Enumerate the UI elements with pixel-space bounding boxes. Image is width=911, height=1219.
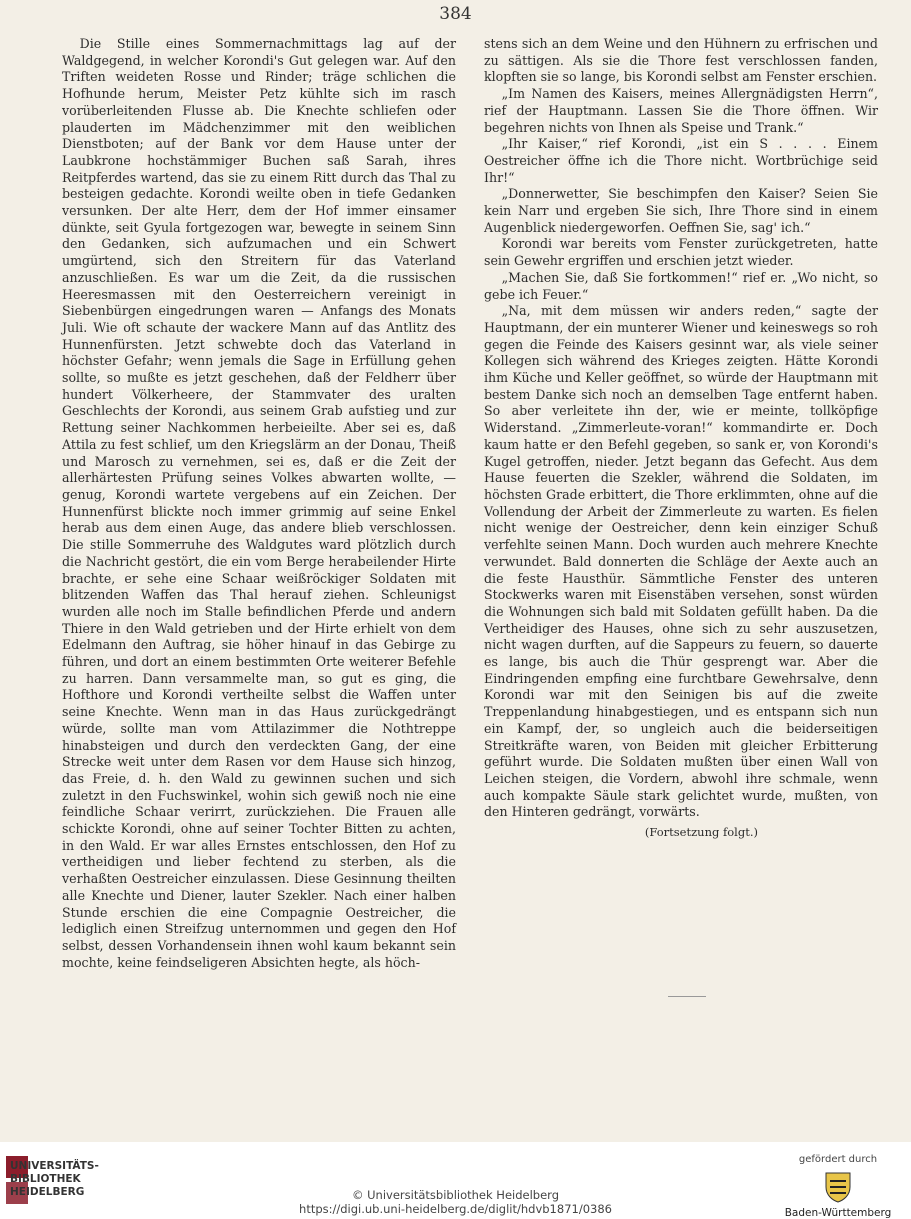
copyright-text: © Universitätsbibliothek Heidelberg bbox=[351, 1188, 559, 1202]
library-line: BIBLIOTHEK bbox=[10, 1173, 81, 1185]
left-column bbox=[62, 36, 456, 971]
paragraph: Korondi war bereits vom Fenster zurückgetreten, hatte sein Gewehr ergriffen und erschien jetzt wieder. bbox=[484, 236, 878, 269]
paragraph: „Im Namen des Kaisers, meines Allergnädigsten Herrn“, rief der Hauptmann. Lassen Sie die Thore öffnen. Wir begehren nichts von Ihnen als Speise und Trank.“ bbox=[484, 86, 878, 135]
paragraph: „Ihr Kaiser,“ rief Korondi, „ist ein S . . . . Einem Oestreicher öffne ich die Thore nicht. Wortbrüchige seid Ihr!“ bbox=[484, 136, 878, 185]
library-line: UNIVERSITÄTS- bbox=[10, 1160, 99, 1172]
paragraph: Die Stille eines Sommernachmittags lag auf der Waldgegend, in welcher Korondi's Gut gelegen war. Auf den Triften weideten Rosse und Rinder; träge schlichen die Hofhunde herum, Meister Petz kühlte sich im rasch vorüberleitenden Flusse ab. Die Knechte schliefen oder plauderten im Mädchenzimmer mit den weiblichen Dienstboten; auf der Bank vor dem Hause unter der Laubkrone hochstämmiger Buchen saß Sarah, ihres Reitpferdes wartend, das sie zu einem Ritt durch das Thal zu besteigen gedachte. Korondi weilte oben in tiefe Gedanken versunken. Der alte Herr, dem der Hof immer einsamer dünkte, seit Gyula fortgezogen war, bewegte in seinem Sinn den Gedanken, sich aufzumachen und ein Schwert umgürtend, sich den Streitern für das Vaterland anzuschließen. Es war um die Zeit, da die russischen Heeresmassen mit den Oesterreichern vereinigt in Siebenbürgen eingedrungen waren — Anfangs des Monats Juli. Wie oft schaute der wackere Mann auf das Antlitz des Hunnenfürsten. Jetzt schwebte doch das Vaterland in höchster Gefahr; wenn jemals die Sage in Erfüllung gehen sollte, so mußte es jetzt geschehen, daß der Feldherr über hundert Völkerheere, der Stammvater des uralten Geschlechts der Korondi, aus seinem Grab aufstieg und zur Rettung seiner Nachkommen herbeieilte. Aber sei es, daß Attila zu fest schlief, um den Kriegslärm an der Donau, Theiß und Marosch zu vernehmen, sei es, daß er die Zeit der allerhärtesten Prüfung seines Volkes abwarten wollte, — genug, Korondi wartete vergebens auf ein Zeichen. Der Hunnenfürst blickte noch immer grimmig auf seine Enkel herab aus dem einen Auge, das andere blieb verschlossen. Die stille Sommerruhe des Waldgutes ward plötzlich durch die Nachricht gestört, die ein vom Berge herabeilender Hirte brachte, er sehe eine Schaar weißröckiger Soldaten mit blitzenden Waffen das Thal herauf ziehen. Schleunigst wurden alle noch im Stalle befindlichen Pferde und andern Thiere in den Wald getrieben und der Hirte erhielt von dem Edelmann den Auftrag, sie höher hinauf in das Gebirge zu führen, und dort an einem bestimmten Orte weiterer Befehle zu harren. Dann versammelte man, so gut es ging, die Hofthore und Korondi vertheilte selbst die Waffen unter seine Knechte. Wenn man in das Haus zurückgedrängt würde, sollte man vom Attilazimmer die Nothtreppe hinabsteigen und durch den verdeckten Gang, der eine Strecke weit unter dem Rasen vor dem Hause sich hinzog, das Freie, d. h. den Wald zu gewinnen suchen und sich zuletzt in den Fuchswinkel, wohin sich gewiß noch nie eine feindliche Schaar verirrt, zurückziehen. Die Frauen alle schickte Korondi, ohne auf seiner Tochter Bitten zu achten, in den Wald. Er war alles Ernstes entschlossen, den Hof zu vertheidigen und lieber fechtend zu sterben, als die verhaßten Oestreicher einzulassen. Diese Gesinnung theilten alle Knechte und Diener, lauter Szekler. Nach einer halben Stunde erschien die eine Compagnie Oestreicher, die lediglich einen Streifzug unternommen und gegen den Hof selbst, dessen Vorhandensein ihnen wohl kaum bekannt sein mochte, keine feindseligeren Absichten hegte, als höch- bbox=[62, 36, 456, 970]
paragraph: „Donnerwetter, Sie beschimpfen den Kaiser? Seien Sie kein Narr und ergeben Sie sich, Ihre Thore sind in einem Augenblick niedergeworfen. Oeffnen Sie, sag' ich.“ bbox=[484, 186, 878, 235]
continuation-note: (Fortsetzung folgt.) bbox=[644, 825, 758, 840]
permalink[interactable]: https://digi.ub.uni-heidelberg.de/diglit/hdvb1871/0386 bbox=[299, 1202, 612, 1216]
library-line: HEIDELBERG bbox=[10, 1186, 85, 1198]
sponsor-label: gefördert durch bbox=[798, 1154, 878, 1165]
coat-of-arms-icon bbox=[818, 1169, 858, 1205]
right-column bbox=[484, 36, 878, 841]
footer bbox=[0, 1142, 911, 1217]
page-number: 384 bbox=[439, 4, 472, 24]
sponsor-block[interactable] bbox=[783, 1154, 893, 1219]
sponsor-name: Baden-Württemberg bbox=[784, 1207, 892, 1219]
paragraph: „Na, mit dem müssen wir anders reden,“ sagte der Hauptmann, der ein munterer Wiener und keineswegs so roh gegen die Feinde des Kaisers gesinnt war, als viele seiner Kollegen sich während des Krieges zeigten. Hätte Korondi ihm Küche und Keller geöffnet, so würde der Hauptmann mit bestem Danke sich noch an demselben Tage entfernt haben. So aber verleitete ihn der, wie er meinte, tollköpfige Widerstand. „Zimmerleute-voran!“ kommandirte er. Doch kaum hatte er den Befehl gegeben, so sank er, von Korondi's Kugel getroffen, nieder. Jetzt begann das Gefecht. Aus dem Hause feuerten die Szekler, während die Soldaten, im höchsten Grade erbittert, die Thore erklimmten, ohne auf die Vollendung der Arbeit der Zimmerleute zu warten. Es fielen nicht wenige der Oestreicher, denn kein einziger Schuß verfehlte seinen Mann. Doch wurden auch mehrere Knechte verwundet. Bald donnerten die Schläge der Aexte auch an die feste Hausthür. Sämmtliche Fenster des unteren Stockwerks waren mit Eisenstäben versehen, sonst würden die Wohnungen sich bald mit Soldaten gefüllt haben. Da die Vertheidiger des Hauses, ohne sich zu sehr auszusetzen, nicht wagen durften, auf die Sappeurs zu feuern, so dauerte es lange, bis auch die Thür gesprengt war. Aber die Eindringenden empfing eine furchtbare Gewehrsalve, denn Korondi war mit den Seinigen bis auf die zweite Treppenlandung hinabgestiegen, und es entspann sich nun ein Kampf, der, so ungleich auch die beiderseitigen Streitkräfte waren, von Beiden mit gleicher Erbitterung geführt wurde. Die Soldaten mußten über einen Wall von Leichen steigen, die Vordern, abwohl ihre schmale, wenn auch kompakte Säule stark gelichtet wurde, mußten, von den Hinteren gedrängt, vorwärts. bbox=[484, 303, 878, 820]
paragraph: „Machen Sie, daß Sie fortkommen!“ rief er. „Wo nicht, so gebe ich Feuer.“ bbox=[484, 269, 878, 302]
section-divider bbox=[668, 996, 706, 997]
paragraph: stens sich an dem Weine und den Hühnern zu erfrischen und zu sättigen. Als sie die Thore fest verschlossen fanden, klopften sie so lange, bis Korondi selbst am Fenster erschien. bbox=[484, 36, 878, 85]
